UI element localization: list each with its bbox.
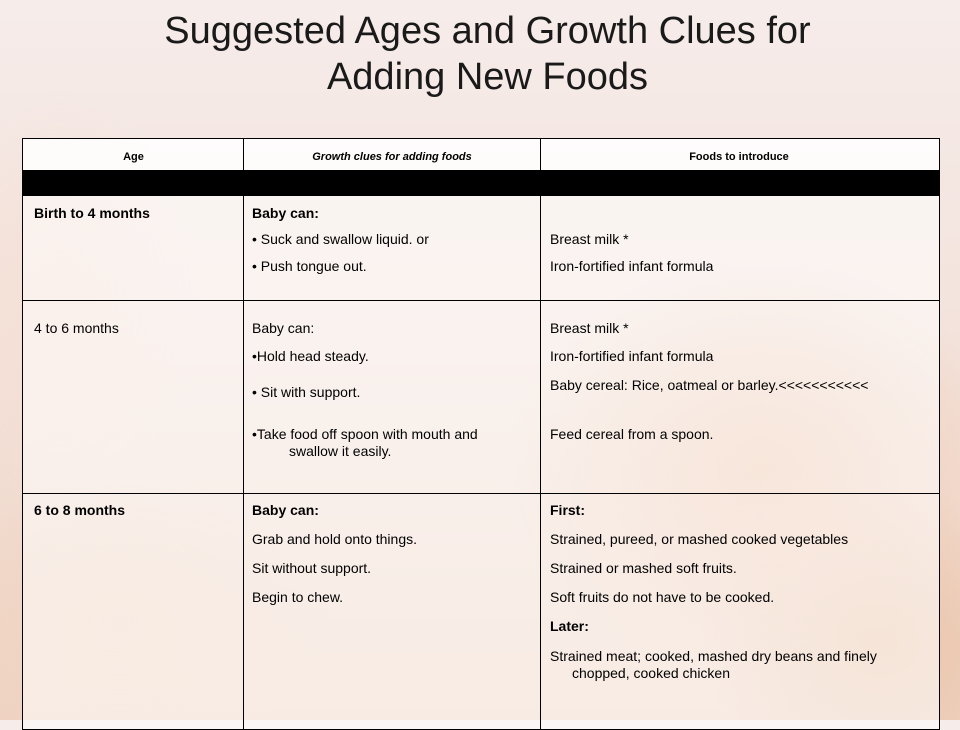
table-row-3-age: 6 to 8 months	[34, 502, 126, 518]
food-line: First:	[550, 502, 585, 518]
food-line: Later:	[550, 618, 589, 634]
food-line: Iron-fortified infant formula	[550, 258, 714, 274]
table-header-row	[23, 139, 939, 170]
clue-line: •Take food off spoon with mouth and	[252, 426, 478, 442]
food-line: Strained meat; cooked, mashed dry beans and finely	[550, 648, 877, 664]
food-introduction-table	[22, 138, 940, 730]
column-divider-1	[243, 139, 244, 729]
clue-line: Sit without support.	[252, 560, 372, 576]
title-line-1: Suggested Ages and Growth Clues for	[164, 10, 811, 52]
clue-line: swallow it easily.	[289, 443, 392, 459]
food-line: Breast milk *	[550, 231, 629, 247]
clue-line: Baby can:	[252, 320, 315, 336]
clue-line: • Suck and swallow liquid. or	[252, 231, 429, 247]
clue-line: Begin to chew.	[252, 589, 344, 605]
food-line: Breast milk *	[550, 320, 629, 336]
clue-line: •Hold head steady.	[252, 348, 369, 364]
row-divider-1	[23, 300, 939, 301]
column-divider-2	[540, 139, 541, 729]
food-line: Iron-fortified infant formula	[550, 348, 714, 364]
clue-line: Grab and hold onto things.	[252, 531, 418, 547]
header-foods: Foods to introduce	[689, 151, 789, 163]
food-line: chopped, cooked chicken	[572, 665, 730, 681]
row-divider-2	[23, 493, 939, 494]
clue-line: • Push tongue out.	[252, 258, 367, 274]
food-line: Baby cereal: Rice, oatmeal or barley.<<<<<<<<<<<	[550, 377, 869, 393]
header-divider-bar	[23, 170, 939, 196]
clue-line: Baby can:	[252, 205, 319, 221]
header-age: Age	[123, 151, 144, 163]
header-growth-clues: Growth clues for adding foods	[312, 151, 472, 163]
page-title	[0, 8, 960, 100]
food-line: Strained, pureed, or mashed cooked vegetables	[550, 531, 849, 547]
food-line: Strained or mashed soft fruits.	[550, 560, 737, 576]
food-line: Soft fruits do not have to be cooked.	[550, 589, 775, 605]
food-line: Feed cereal from a spoon.	[550, 426, 714, 442]
title-line-2: Adding New Foods	[326, 56, 649, 98]
table-row-1-age: Birth to 4 months	[34, 205, 150, 221]
clue-line: Baby can:	[252, 502, 319, 518]
clue-line: • Sit with support.	[252, 384, 361, 400]
table-row-2-age: 4 to 6 months	[34, 320, 119, 336]
